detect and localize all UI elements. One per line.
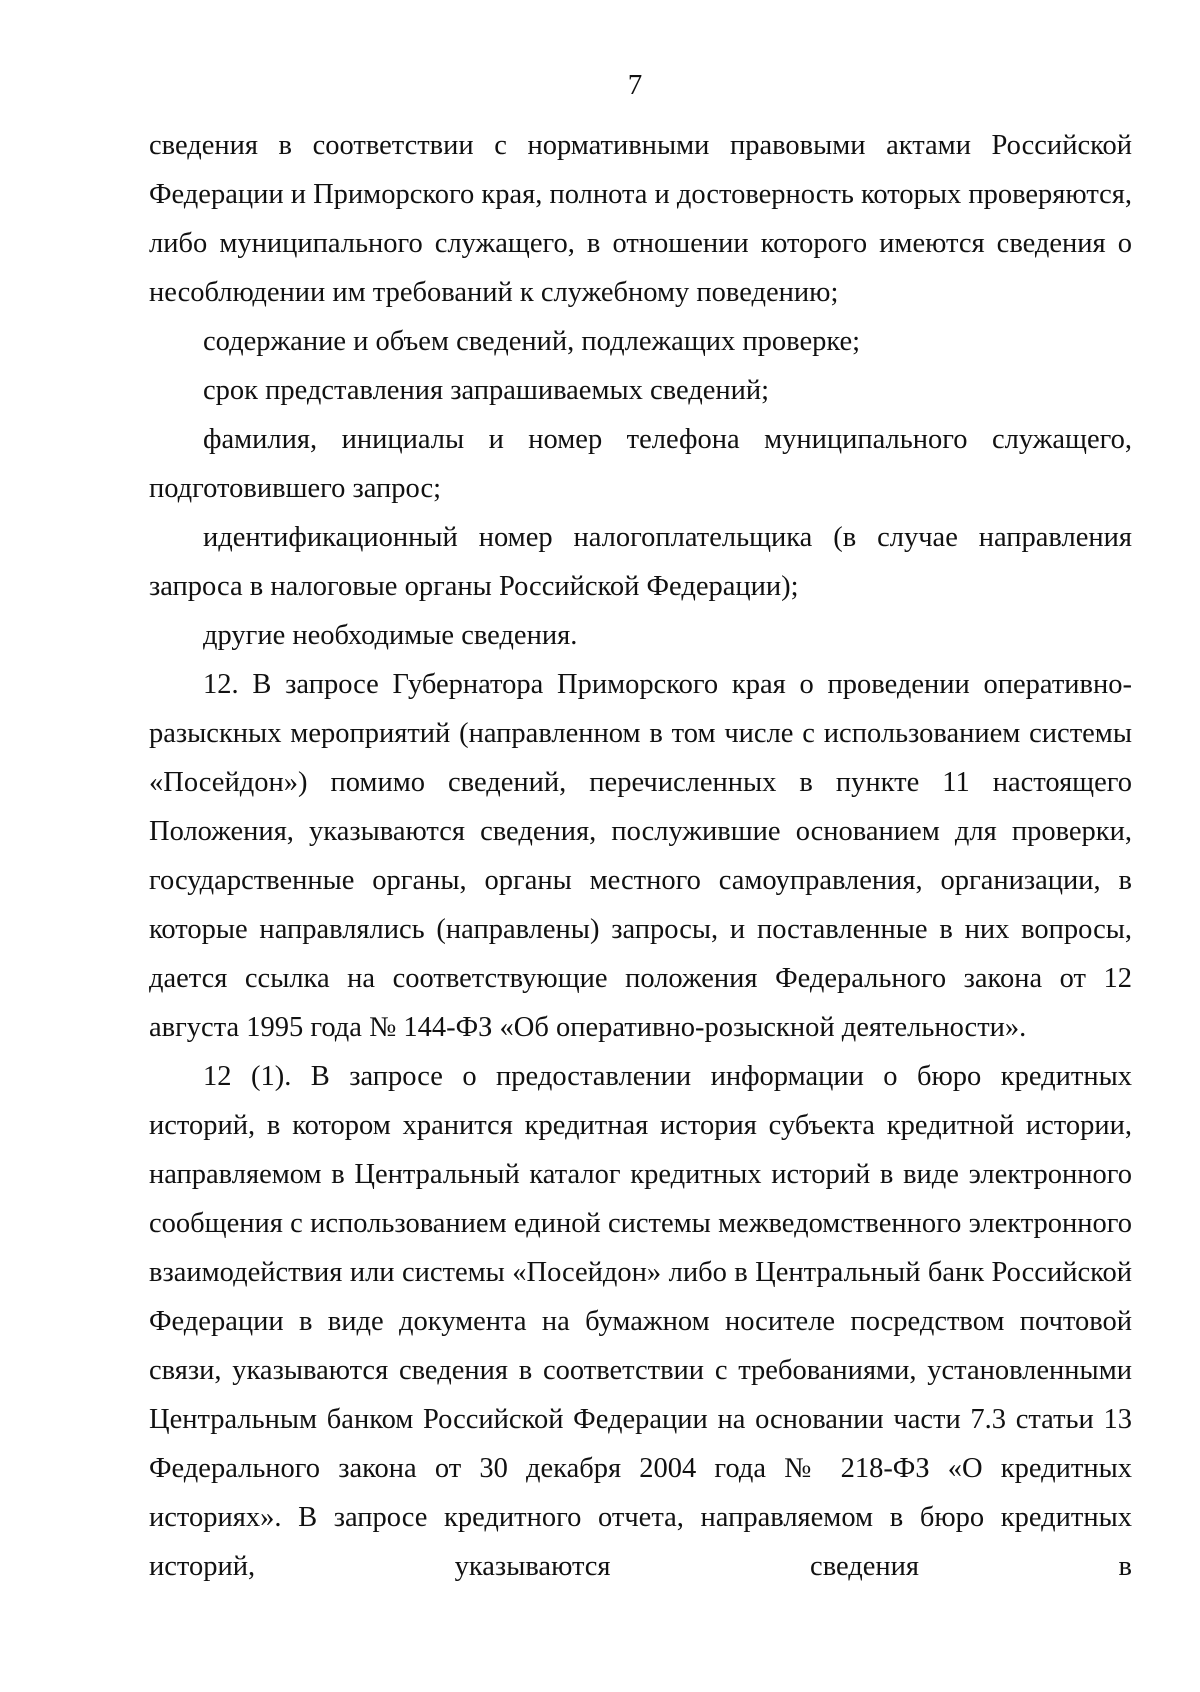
paragraph-item-12: 12. В запросе Губернатора Приморского края о проведении оперативно-разыскных мероприятий (направленном в том числе с использованием системы «Посейдон») помимо сведений, перечисленных в пункте 11 настоящего Положения, указываются сведения, послужившие основанием для проверки, государственные органы, органы местного самоуправления, организации, в которые направлялись (направлены) запросы, и поставленные в них вопросы, дается ссылка на соответствующие положения Федерального закона от 12 августа 1995 года № 144-ФЗ «Об оперативно-розыскной деятельности». [149, 669, 1132, 1043]
paragraph-content-scope: содержание и объем сведений, подлежащих проверке; [203, 326, 861, 357]
paragraph-contact-person: фамилия, инициалы и номер телефона муниципального служащего, подготовившего запрос; [149, 424, 1132, 504]
page-number: 7 [627, 69, 643, 101]
paragraph-taxpayer-id: идентификационный номер налогоплательщика (в случае направления запроса в налоговые органы Российской Федерации); [149, 522, 1132, 602]
paragraph-deadline: срок представления запрашиваемых сведений; [203, 375, 770, 406]
paragraph-item-12-1: 12 (1). В запросе о предоставлении информации о бюро кредитных историй, в котором хранится кредитная история субъекта кредитной истории, направляемом в Центральный каталог кредитных историй в виде электронного сообщения с использованием единой системы межведомственного электронного взаимодействия или системы «Посейдон» либо в Центральный банк Российской Федерации в виде документа на бумажном носителе посредством почтовой связи, указываются сведения в соответствии с требованиями, установленными Центральным банком Российской Федерации на основании части 7.3 статьи 13 Федерального закона от 30 декабря 2004 года № 218-ФЗ «О кредитных историях». В запросе кредитного отчета, направляемом в бюро кредитных историй, указываются сведения в [149, 1061, 1132, 1582]
document-body [149, 121, 1132, 1591]
paragraph-continuation: сведения в соответствии с нормативными правовыми актами Российской Федерации и Приморского края, полнота и достоверность которых проверяются, либо муниципального служащего, в отношении которого имеются сведения о несоблюдении им требований к служебному поведению; [149, 130, 1132, 308]
paragraph-other-info: другие необходимые сведения. [203, 620, 578, 651]
